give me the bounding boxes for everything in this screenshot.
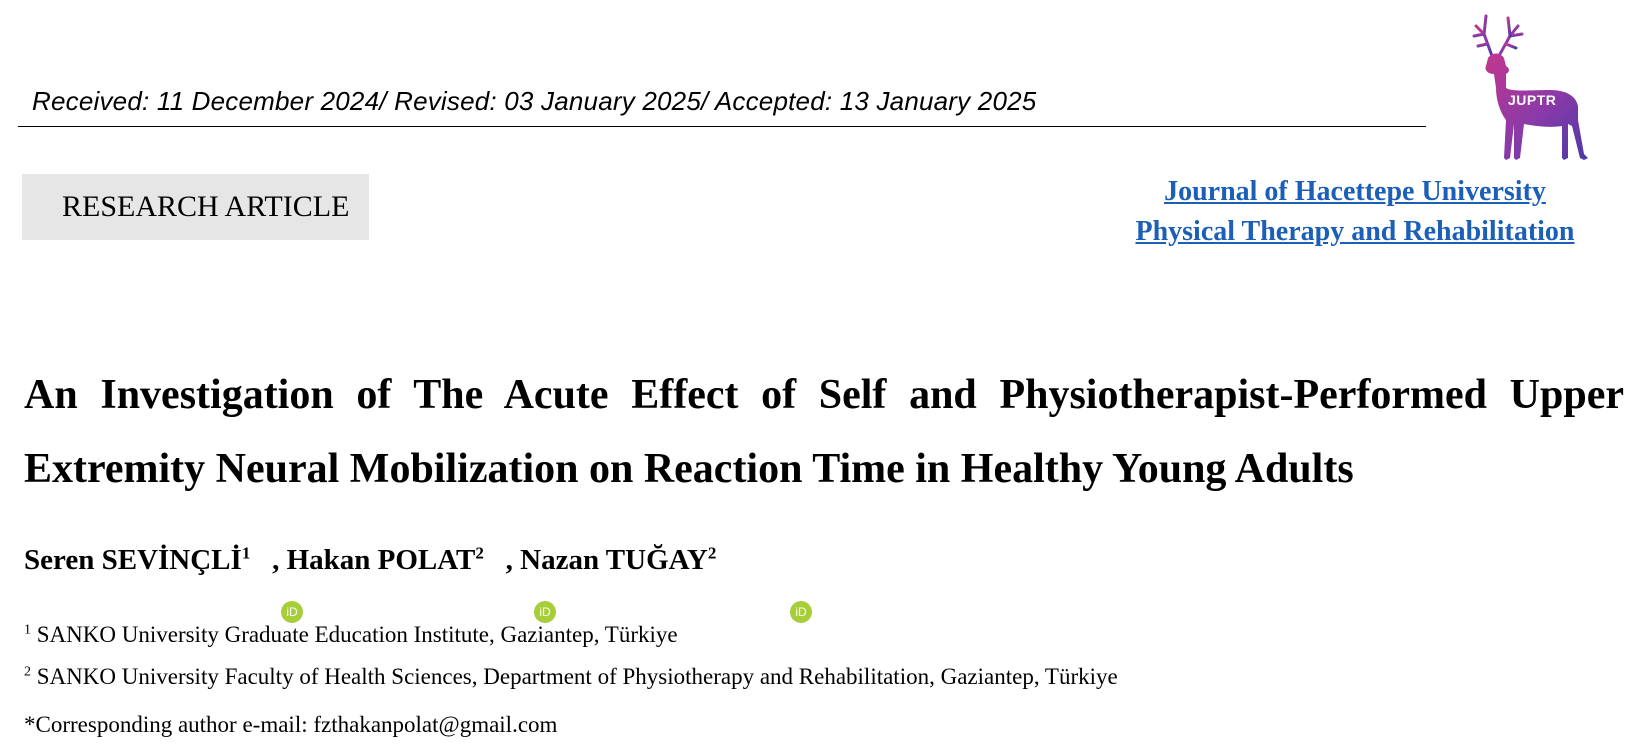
paper-title: An Investigation of The Acute Effect of Self and Physiotherapist-Performed Upper Extremity Neural Mobilization on Reaction Time in Healthy Young Adults xyxy=(24,372,1624,492)
submission-dates: Received: 11 December 2024/ Revised: 03 January 2025/ Accepted: 13 January 2025 xyxy=(32,86,1037,116)
author-affiliation-number: 2 xyxy=(707,543,717,563)
author-name: Seren SEVİNÇLİ xyxy=(24,544,242,576)
article-type-label: RESEARCH ARTICLE xyxy=(22,174,369,240)
author-affiliation-number: 2 xyxy=(475,543,484,563)
logo-text: JUPTR xyxy=(1508,92,1557,108)
orcid-icon[interactable]: iD xyxy=(281,601,303,623)
author-name: Hakan POLAT xyxy=(286,544,476,576)
orcid-icon[interactable]: iD xyxy=(790,601,812,623)
author-separator: , xyxy=(505,544,513,576)
journal-link-line2[interactable]: Physical Therapy and Rehabilitation xyxy=(1135,216,1575,247)
author-list xyxy=(24,544,716,577)
affiliation-number: 2 xyxy=(24,664,31,680)
deer-logo-icon xyxy=(1470,8,1596,172)
corresponding-author: *Corresponding author e-mail: fzthakanpolat@gmail.com xyxy=(24,712,558,737)
affiliation-number: 1 xyxy=(24,622,31,638)
journal-name xyxy=(1090,172,1620,252)
author-separator: , xyxy=(272,544,280,576)
affiliation-2 xyxy=(24,664,1118,690)
orcid-icon[interactable]: iD xyxy=(534,601,556,623)
affiliation-text: SANKO University Faculty of Health Sciences, Department of Physiotherapy and Rehabilitation, Gaziantep, Türkiye xyxy=(36,664,1118,689)
affiliation-1 xyxy=(24,622,678,648)
header-divider xyxy=(18,126,1426,127)
affiliation-text: SANKO University Graduate Education Institute, Gaziantep, Türkiye xyxy=(36,622,678,647)
journal-link-line1[interactable]: Journal of Hacettepe University xyxy=(1164,176,1546,207)
author-affiliation-number: 1 xyxy=(241,543,251,563)
author-name: Nazan TUĞAY xyxy=(520,544,708,576)
